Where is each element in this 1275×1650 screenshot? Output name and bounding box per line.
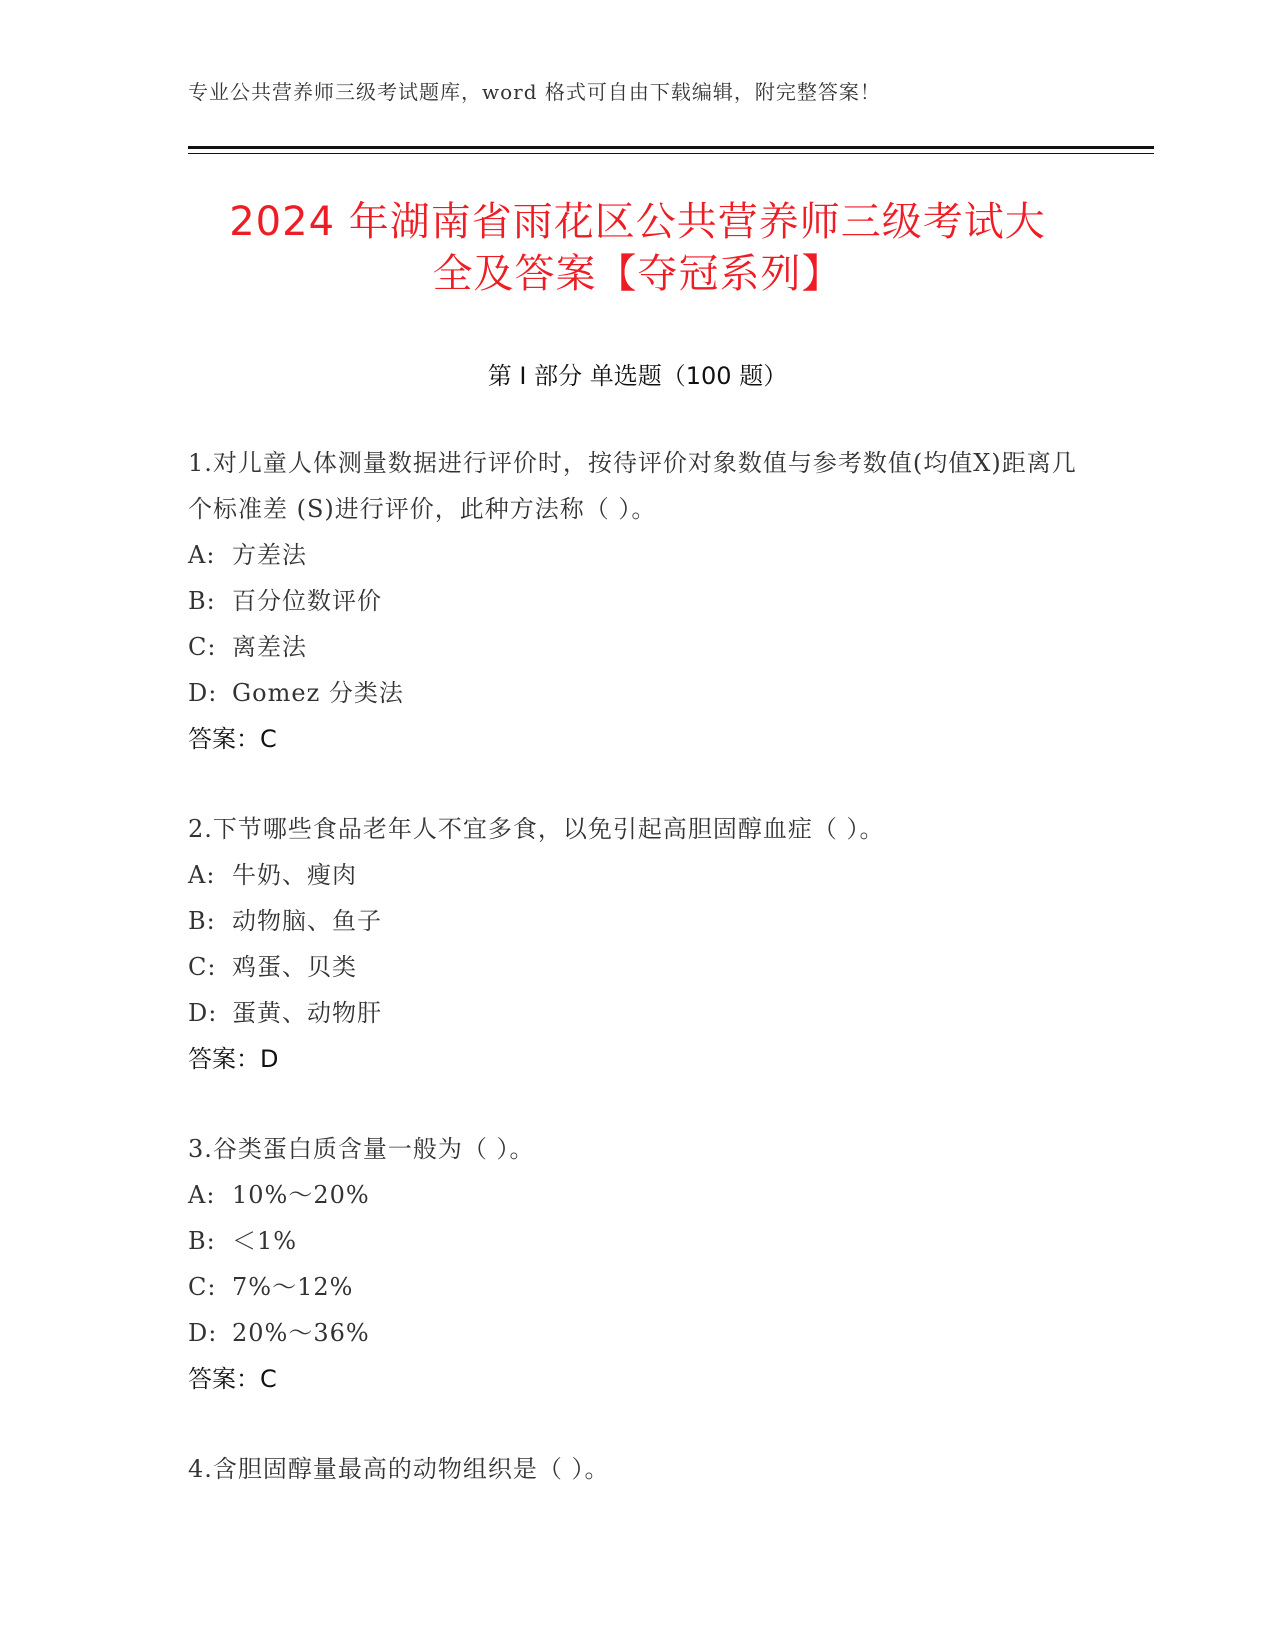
question-stem: 2.下节哪些食品老年人不宜多食，以免引起高胆固醇血症（ ）。 (188, 815, 885, 843)
option-letter: D: (188, 679, 218, 707)
option-letter: D: (188, 999, 218, 1027)
option-text: 方差法 (232, 541, 307, 569)
option-c (188, 624, 1088, 670)
option-text: Gomez 分类法 (232, 679, 404, 707)
title-line-1: 2024 年湖南省雨花区公共营养师三级考试大 (229, 199, 1046, 245)
option-text: ＜1% (232, 1227, 298, 1255)
option-d (188, 990, 1088, 1036)
question-2 (188, 806, 1088, 1082)
question-stem: 4.含胆固醇量最高的动物组织是（ ）。 (188, 1455, 610, 1483)
answer-line: 答案：C (188, 1365, 277, 1393)
option-b (188, 898, 1088, 944)
option-a (188, 532, 1088, 578)
document-title (150, 196, 1125, 300)
answer-line: 答案：D (188, 1045, 279, 1073)
option-text: 鸡蛋、贝类 (232, 953, 357, 981)
question-1 (188, 440, 1088, 762)
option-c (188, 1264, 1088, 1310)
option-letter: A: (188, 541, 216, 569)
section-heading: 第 I 部分 单选题（100 题） (487, 362, 788, 390)
option-letter: B: (188, 1227, 216, 1255)
question-list (188, 440, 1088, 1536)
option-a (188, 852, 1088, 898)
option-letter: A: (188, 861, 216, 889)
question-stem: 1.对儿童人体测量数据进行评价时，按待评价对象数值与参考数值(均值X)距离几个标准差 (S)进行评价，此种方法称（ ）。 (188, 449, 1077, 523)
option-b (188, 1218, 1088, 1264)
question-stem: 3.谷类蛋白质含量一般为（ ）。 (188, 1135, 535, 1163)
option-letter: B: (188, 587, 216, 615)
question-3 (188, 1126, 1088, 1402)
option-letter: B: (188, 907, 216, 935)
option-letter: C: (188, 633, 217, 661)
option-letter: C: (188, 1273, 217, 1301)
option-d (188, 670, 1088, 716)
question-4 (188, 1446, 1088, 1492)
option-text: 百分位数评价 (232, 587, 382, 615)
option-text: 20%～36% (232, 1319, 370, 1347)
option-text: 离差法 (232, 633, 307, 661)
option-c (188, 944, 1088, 990)
title-line-2: 全及答案【夺冠系列】 (432, 251, 843, 297)
option-text: 动物脑、鱼子 (232, 907, 382, 935)
option-d (188, 1310, 1088, 1356)
option-text: 牛奶、瘦肉 (232, 861, 357, 889)
header-rule-thin (188, 153, 1154, 154)
header-rule-thick (188, 146, 1154, 149)
option-b (188, 578, 1088, 624)
option-letter: C: (188, 953, 217, 981)
option-text: 10%～20% (232, 1181, 370, 1209)
answer-line: 答案：C (188, 725, 277, 753)
option-a (188, 1172, 1088, 1218)
option-text: 蛋黄、动物肝 (232, 999, 382, 1027)
page-header-note: 专业公共营养师三级考试题库，word 格式可自由下载编辑，附完整答案！ (188, 80, 881, 104)
option-letter: A: (188, 1181, 216, 1209)
option-letter: D: (188, 1319, 218, 1347)
option-text: 7%～12% (232, 1273, 354, 1301)
